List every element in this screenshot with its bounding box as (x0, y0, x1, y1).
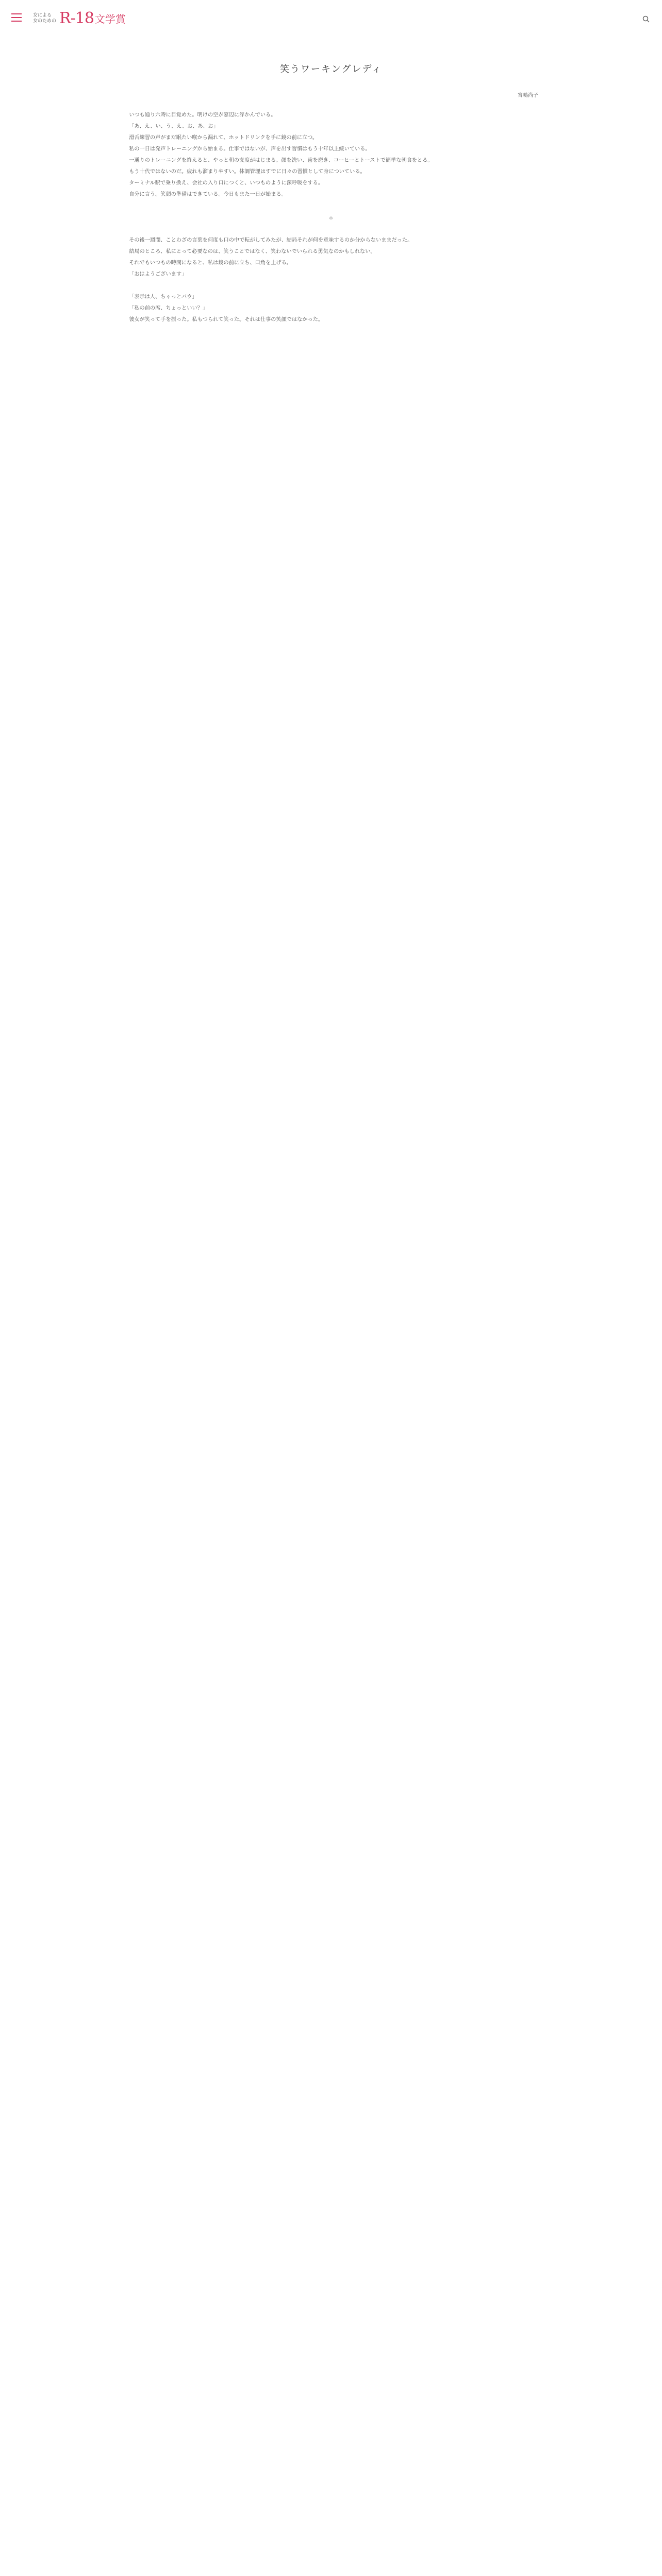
story-paragraph: 「あ、え、い、う、え、お、あ、お」 (129, 124, 219, 129)
story-author: 宮嶋尚子 (518, 93, 538, 98)
story-paragraph: 「私の前の席、ちょっといい？」 (129, 306, 208, 311)
logo-main: R-18 (59, 9, 94, 27)
logo-sub: 文学賞 (94, 13, 126, 25)
story-paragraph: 「おはようございます」 (129, 272, 187, 277)
story-paragraph: ターミナル駅で乗り換え、会社の入り口につくと、いつものように深呼吸をする。 (129, 180, 324, 186)
search-icon[interactable] (642, 15, 650, 23)
story-paragraph: その後一週間、ことわざの言葉を何度も口の中で転がしてみたが、結局それが何を意味するのか分からないままだった。 (129, 238, 413, 243)
story-body (124, 110, 538, 326)
story-paragraph: 「表示は人、ちゃっとバウ」 (129, 294, 197, 300)
logo-tagline: 女による 女のための (33, 12, 57, 24)
story-paragraph: 私の一日は発声トレーニングから始まる。仕事ではないが、声を出す習慣はもう十年以上続いている。 (129, 146, 371, 152)
story-paragraph: 自分に言う。笑顔の準備はできている。今日もまた一日が始まる。 (129, 192, 287, 197)
story-paragraph: いつも通り六時に目覚めた。明けの空が窓辺に浮かんでいる。 (129, 112, 276, 118)
story-paragraph: 一通りのトレーニングを終えると、やっと朝の支度がはじまる。顔を洗い、歯を磨き、コーヒーとトーストで簡単な朝食をとる。 (129, 158, 433, 163)
story-title: 笑うワーキングレディ (279, 64, 383, 75)
section-divider: ＊ (328, 216, 334, 222)
story-paragraph: もう十代ではないのだ。疲れも溜まりやすい。体調管理はすでに日々の習慣として身についている。 (129, 169, 366, 175)
story-paragraph: 彼女が笑って手を振った。私もつられて笑った。それは仕事の笑顔ではなかった。 (129, 317, 324, 323)
site-logo[interactable] (33, 9, 126, 27)
site-header (0, 0, 662, 41)
story-paragraph: 滑舌練習の声がまだ眠たい喉から漏れて、ホットドリンクを手に鏡の前に立つ。 (129, 135, 318, 141)
story-paragraph: 結局のところ、私にとって必要なのは、笑うことではなく、笑わないでいられる勇気なのかもしれない。 (129, 249, 376, 255)
menu-icon[interactable] (11, 13, 22, 22)
story-article (124, 62, 538, 326)
story-paragraph: それでもいつもの時間になると、私は鏡の前に立ち、口角を上げる。 (129, 260, 292, 266)
